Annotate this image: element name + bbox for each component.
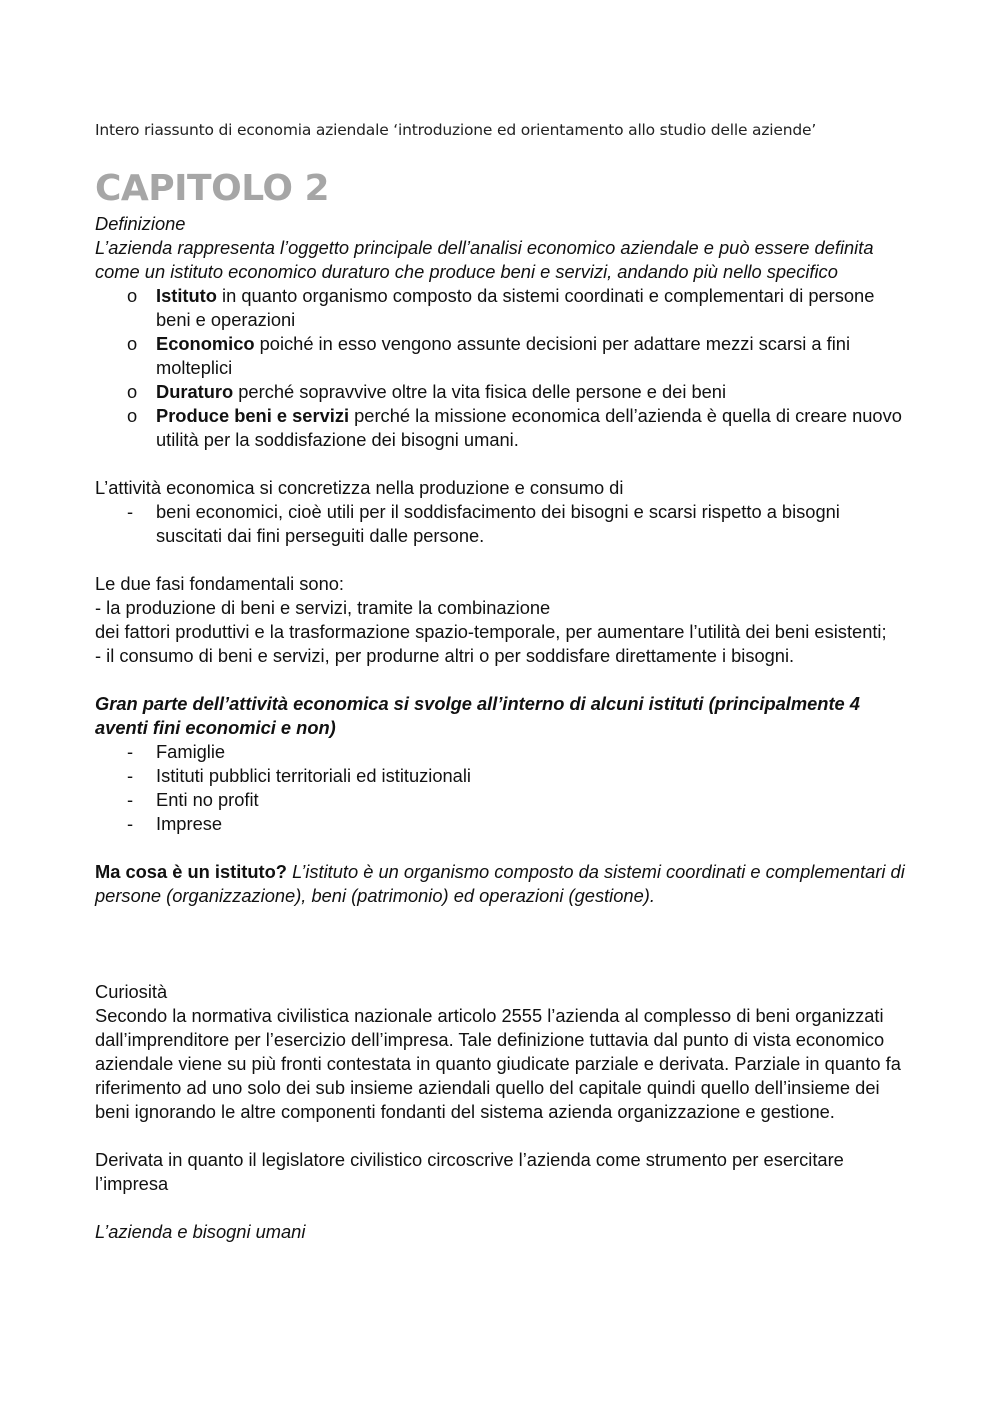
list-item (95, 812, 907, 836)
list-item-text: Istituti pubblici territoriali ed istituzionali (156, 765, 471, 786)
term-description: perché sopravvive oltre la vita fisica delle persone e dei beni (233, 381, 727, 402)
dash-bullet-icon: - (127, 813, 134, 834)
circle-bullet-icon: o (127, 405, 138, 426)
list-item (95, 500, 907, 548)
definition-text: L’azienda rappresenta l’oggetto principale dell’analisi economico aziendale e può essere definita come un istituto economico duraturo che produce beni e servizi, andando più nello specifico (95, 237, 874, 282)
dash-bullet-icon: - (127, 765, 134, 786)
dash-bullet-icon: - (127, 501, 134, 522)
section-heading: L’azienda e bisogni umani (95, 1221, 306, 1242)
list-item (95, 404, 907, 452)
phase-one-line: - la produzione di beni e servizi, tramite la combinazione (95, 597, 551, 618)
definition-title: Definizione (95, 213, 186, 234)
list-item (95, 764, 907, 788)
list-item (95, 284, 907, 332)
phases-title: Le due fasi fondamentali sono: (95, 573, 345, 594)
list-item (95, 788, 907, 812)
dash-bullet-icon: - (127, 789, 134, 810)
phase-two-line: - il consumo di beni e servizi, per produrne altri o per soddisfare direttamente i bisogni. (95, 645, 795, 666)
institutes-heading: Gran parte dell’attività economica si svolge all’interno di alcuni istituti (principalmente 4 aventi fini economici e non) (95, 693, 860, 738)
list-item (95, 380, 907, 404)
list-item-text: beni economici, cioè utili per il soddisfacimento dei bisogni e scarsi rispetto a bisogni suscitati dai fini perseguiti dalle persone. (156, 501, 840, 546)
list-item (95, 740, 907, 764)
dash-bullet-icon: - (127, 741, 134, 762)
curiosity-text: Secondo la normativa civilistica nazionale articolo 2555 l’azienda al complesso di beni organizzati dall’imprenditore per l’esercizio dell’impresa. Tale definizione tuttavia dal punto di vista economico aziendale viene su più fronti contestata in quanto giudicate parziale e derivata. Parziale in quanto fa riferimento ad uno solo dei sub insieme aziendali quello del capitale quindi quello dell’insieme dei beni ignorando le altre componenti fondanti del sistema azienda organizzazione e gestione. (95, 1005, 901, 1122)
derived-text: Derivata in quanto il legislatore civilistico circoscrive l’azienda come strumento per esercitare l’impresa (95, 1149, 844, 1194)
institute-question: Ma cosa è un istituto? (95, 861, 287, 882)
circle-bullet-icon: o (127, 285, 138, 306)
institute-question-paragraph (95, 860, 907, 908)
term-description: perché la missione economica dell’azienda è quella di creare nuovo utilità per la soddisfazione dei bisogni umani. (156, 405, 902, 450)
term: Economico (156, 333, 255, 354)
institute-answer: L’istituto è un organismo composto da sistemi coordinati e complementari di persone (organizzazione), beni (patrimonio) ed operazioni (gestione). (95, 861, 905, 906)
term: Duraturo (156, 381, 234, 402)
term-description: in quanto organismo composto da sistemi coordinati e complementari di persone beni e operazioni (156, 285, 875, 330)
circle-bullet-icon: o (127, 333, 138, 354)
circle-bullet-icon: o (127, 381, 138, 402)
institutes-list (95, 740, 907, 836)
document-body (95, 212, 907, 1244)
phase-one-continued: dei fattori produttivi e la trasformazione spazio-temporale, per aumentare l’utilità dei beni esistenti; (95, 621, 887, 642)
list-item (95, 332, 907, 380)
term: Produce beni e servizi (156, 405, 350, 426)
document-header: Intero riassunto di economia aziendale ‘introduzione ed orientamento allo studio delle aziende’ (95, 121, 817, 139)
list-item-text: Enti no profit (156, 789, 259, 810)
curiosity-title: Curiosità (95, 981, 168, 1002)
chapter-title: CAPITOLO 2 (95, 168, 330, 209)
definition-list (95, 284, 907, 452)
activity-intro: L’attività economica si concretizza nella produzione e consumo di (95, 477, 624, 498)
list-item-text: Imprese (156, 813, 223, 834)
activity-list (95, 500, 907, 548)
term: Istituto (156, 285, 217, 306)
list-item-text: Famiglie (156, 741, 226, 762)
term-description: poiché in esso vengono assunte decisioni per adattare mezzi scarsi a fini molteplici (156, 333, 851, 378)
